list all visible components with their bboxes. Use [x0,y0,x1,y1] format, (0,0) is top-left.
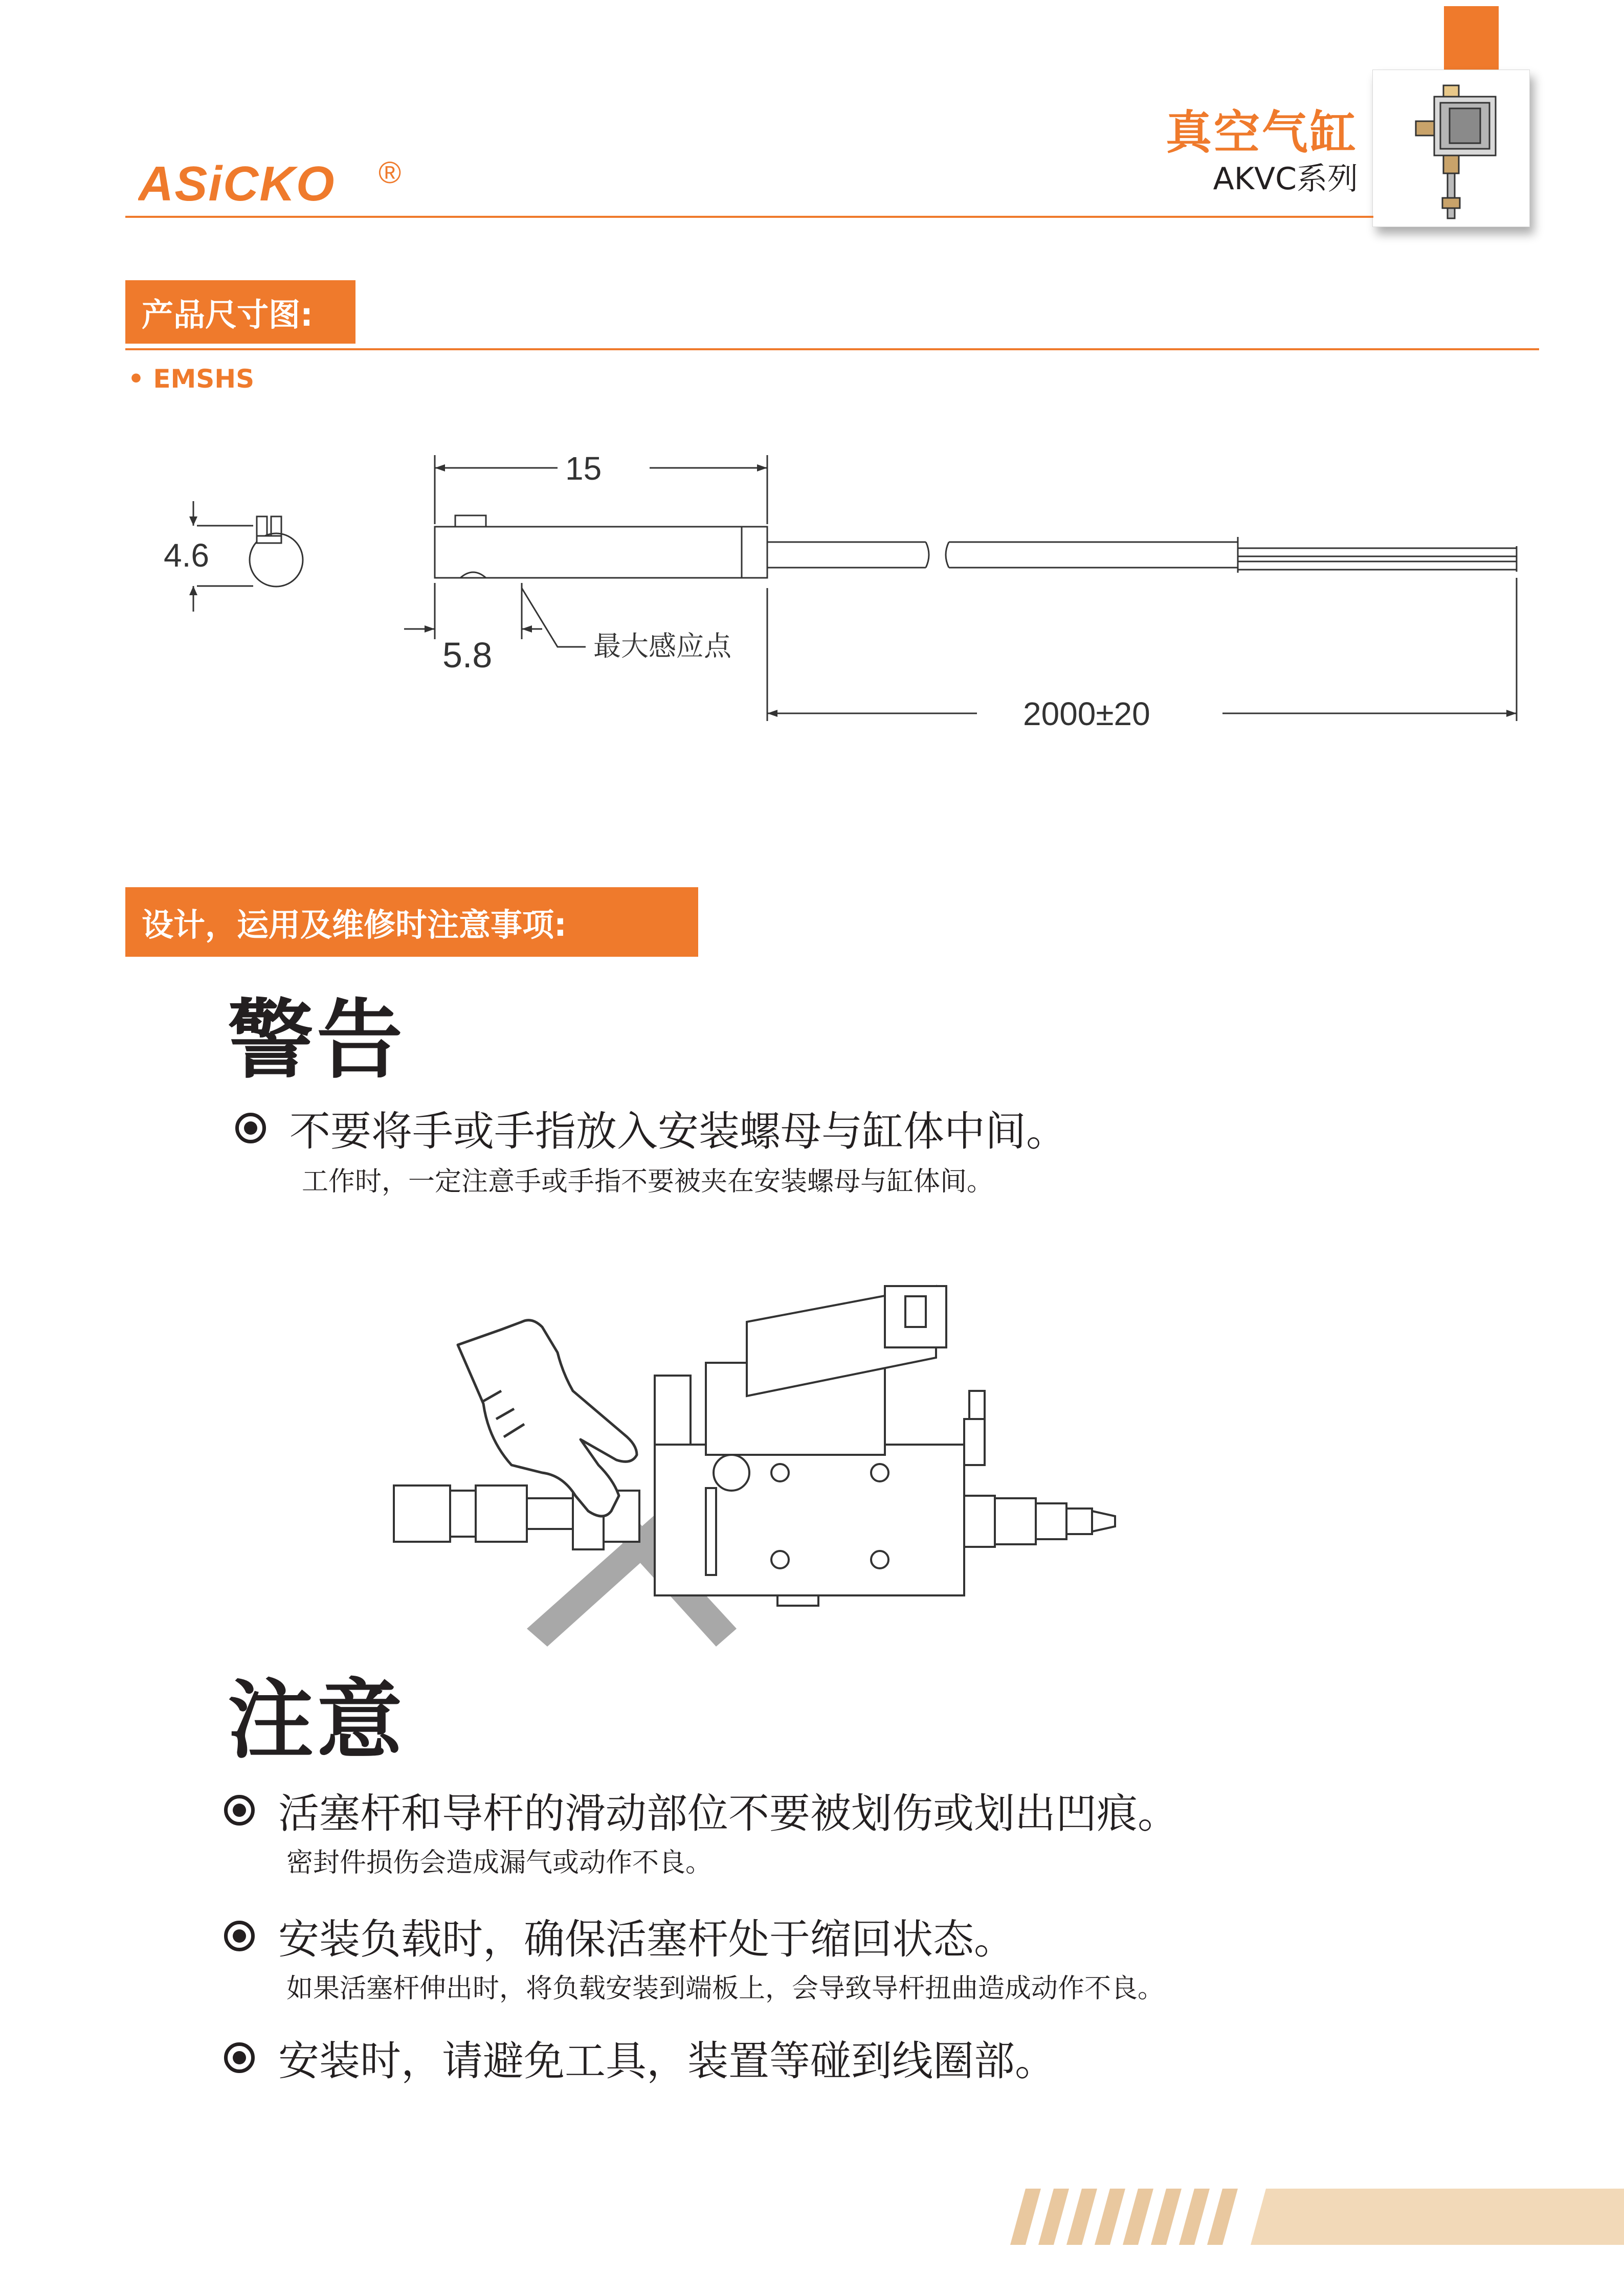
caution-item-detail: 如果活塞杆伸出时，将负载安装到端板上，会导致导杆扭曲造成动作不良。 [286,1973,1165,2004]
section-label-notes: 设计，运用及维修时注意事项: [125,887,698,957]
brand-logo-text: ASiCKO [138,156,336,210]
footer-stripe-band [1010,2189,1624,2245]
section-divider [125,348,1539,350]
section-label-dimensions: 产品尺寸图: [125,280,355,344]
bullet-radio-icon [224,2042,255,2073]
caution-heading: 注意 [228,1670,406,1770]
dim-width-label: 15 [565,450,602,487]
model-label: • EMSHS [128,364,255,394]
dim-height-label: 4.6 [164,537,209,574]
bullet-radio-icon [224,1921,255,1951]
product-thumbnail [1372,70,1530,227]
caution-item [224,1906,1015,1965]
caution-item-detail: 密封件损伤会造成漏气或动作不良。 [286,1848,713,1878]
brand-logo [138,153,425,210]
page-title: 真空气缸 [1166,106,1358,160]
caution-item-text: 安装负载时，确保活塞杆处于缩回状态。 [278,1916,1015,1963]
warning-item-detail: 工作时，一定注意手或手指不要被夹在安装螺母与缸体间。 [302,1166,994,1197]
dim-cable-length-label: 2000±20 [1023,695,1150,732]
caution-item-text: 活塞杆和导杆的滑动部位不要被划伤或划出凹痕。 [278,1790,1178,1837]
dim-offset-label: 5.8 [442,635,493,675]
caution-item [224,2028,1056,2087]
dimension-drawing [148,435,1540,741]
caution-item [224,1781,1178,1839]
registered-mark: ® [379,155,402,190]
warning-item-text: 不要将手或手指放入安装螺母与缸体中间。 [290,1108,1067,1155]
caution-item-text: 安装时，请避免工具，装置等碰到线圈部。 [278,2037,1056,2085]
bullet-radio-icon [224,1795,255,1826]
warning-item [235,1098,1067,1157]
page-subtitle: AKVC系列 [1213,161,1358,197]
header-divider [125,216,1373,218]
bullet-radio-icon [235,1113,266,1143]
dim-sensing-label: 最大感应点 [593,630,731,662]
warning-heading: 警告 [228,990,406,1090]
hand-pinch-warning-illustration [379,1271,1130,1659]
